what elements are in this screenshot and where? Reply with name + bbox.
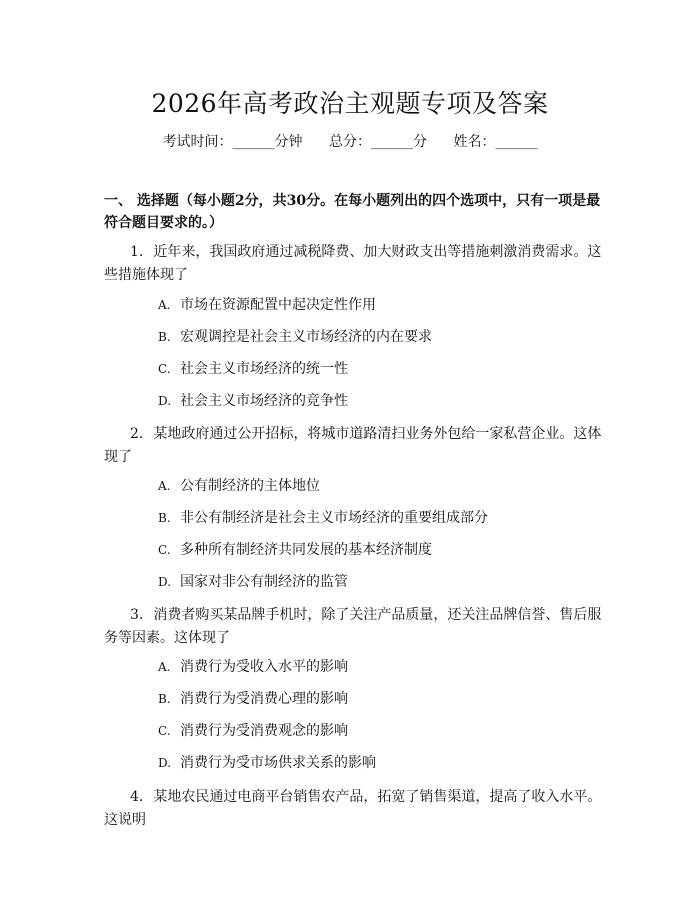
option-text: 国家对非公有制经济的监管 [180, 574, 348, 590]
question-text: 某地农民通过电商平台销售农产品，拓宽了销售渠道，提高了收入水平。这说明 [104, 789, 602, 828]
question-text: 近年来，我国政府通过减税降费、加大财政支出等措施刺激消费需求。这些措施体现了 [104, 244, 602, 283]
page-title: 2026年高考政治主观题专项及答案 [151, 89, 549, 118]
option-text: 社会主义市场经济的竞争性 [180, 393, 348, 409]
question-text: 某地政府通过公开招标，将城市道路清扫业务外包给一家私营企业。这体现了 [104, 426, 602, 465]
question-2-option-a [158, 476, 598, 496]
question-2-option-d [158, 572, 598, 592]
question-number: 2. [130, 426, 144, 442]
question-number: 1. [130, 244, 144, 260]
exam-time: 考试时间：______分钟 [162, 134, 303, 150]
option-letter: B. [158, 692, 171, 706]
option-letter: A. [158, 479, 171, 493]
question-3 [104, 604, 604, 650]
option-text: 消费行为受消费观念的影响 [180, 723, 348, 739]
question-4 [104, 786, 604, 832]
question-3-option-a [158, 657, 598, 677]
option-text: 市场在资源配置中起决定性作用 [180, 297, 376, 313]
question-1-option-a [158, 295, 598, 315]
student-name: 姓名：______ [453, 134, 538, 150]
option-text: 公有制经济的主体地位 [180, 478, 320, 494]
option-letter: B. [158, 330, 171, 344]
option-text: 社会主义市场经济的统一性 [180, 361, 348, 377]
question-number: 3. [130, 607, 144, 623]
question-2 [104, 423, 604, 469]
option-letter: C. [158, 362, 171, 376]
question-3-option-c [158, 721, 598, 741]
question-number: 4. [130, 789, 144, 805]
option-letter: C. [158, 724, 171, 738]
question-3-option-d [158, 753, 598, 773]
option-text: 消费行为受市场供求关系的影响 [180, 755, 376, 771]
option-text: 多种所有制经济共同发展的基本经济制度 [180, 542, 432, 558]
exam-meta [0, 131, 700, 151]
option-text: 宏观调控是社会主义市场经济的内在要求 [180, 329, 432, 345]
option-letter: D. [158, 756, 172, 770]
total-score: 总分：______分 [329, 134, 427, 150]
question-1 [104, 241, 604, 287]
option-text: 消费行为受消费心理的影响 [180, 691, 348, 707]
question-1-option-d [158, 391, 598, 411]
question-2-option-b [158, 508, 598, 528]
question-1-option-b [158, 327, 598, 347]
option-letter: A. [158, 660, 171, 674]
section-heading: 一、 选择题（每小题2分，共30分。在每小题列出的四个选项中，只有一项是最符合题目要求的。） [104, 193, 601, 231]
option-letter: D. [158, 575, 172, 589]
option-letter: A. [158, 298, 171, 312]
question-3-option-b [158, 689, 598, 709]
question-1-option-c [158, 359, 598, 379]
option-letter: C. [158, 543, 171, 557]
option-letter: B. [158, 511, 171, 525]
option-text: 消费行为受收入水平的影响 [180, 659, 348, 675]
option-letter: D. [158, 394, 172, 408]
question-text: 消费者购买某品牌手机时，除了关注产品质量，还关注品牌信誉、售后服务等因素。这体现了 [104, 607, 602, 646]
question-2-option-c [158, 540, 598, 560]
option-text: 非公有制经济是社会主义市场经济的重要组成部分 [180, 510, 488, 526]
